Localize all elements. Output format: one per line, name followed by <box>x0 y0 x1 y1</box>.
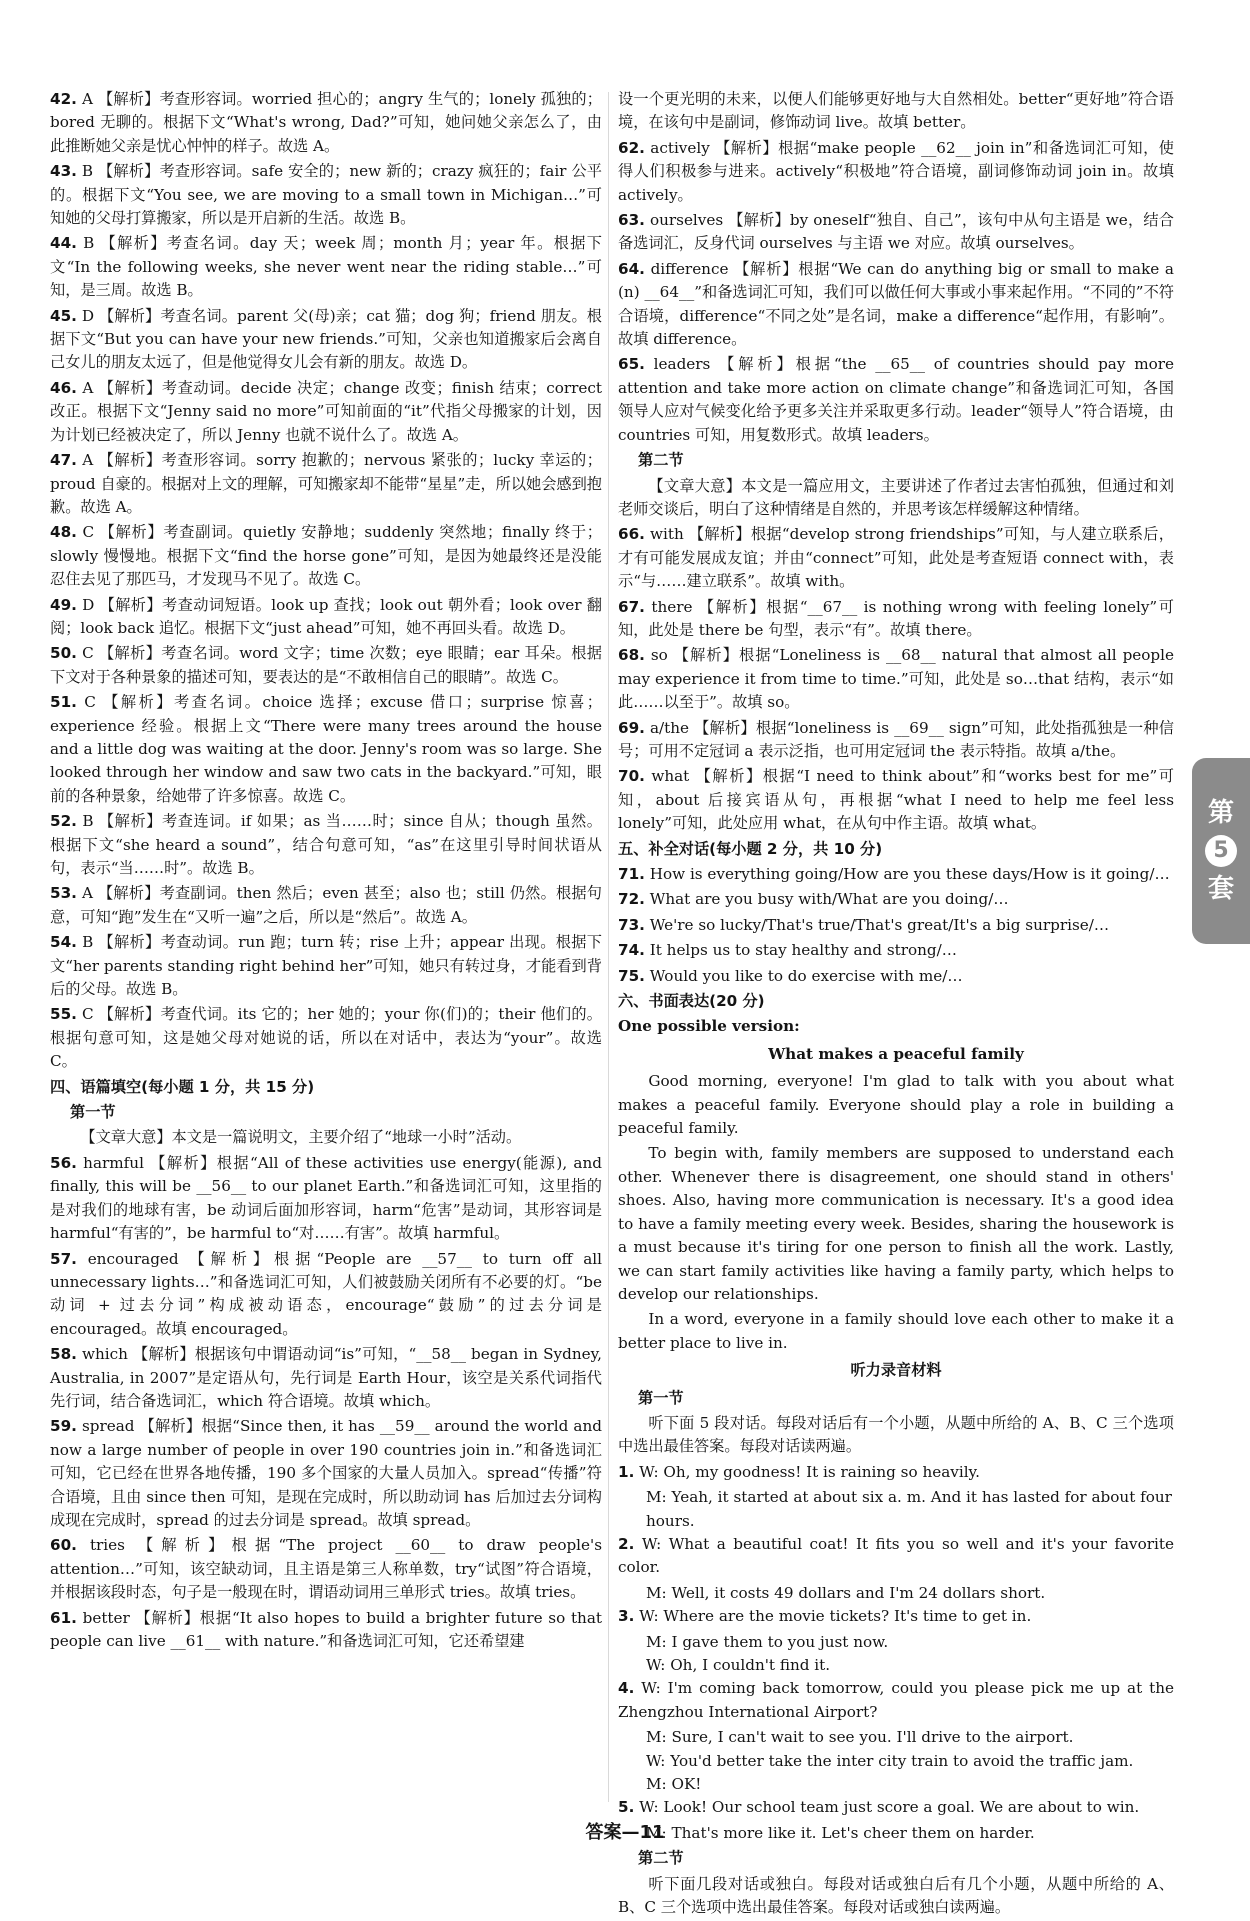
item-text: A 【解析】考查副词。then 然后；even 甚至；also 也；still 仍然。根据句意，可知“跑”发生在“又听一遍”之后，所以是“然后”。故选 A。 <box>50 884 602 926</box>
item-number: 61. <box>50 1608 77 1627</box>
item-number: 42. <box>50 90 77 108</box>
item-text: What are you busy with/What are you doing/… <box>644 890 1009 909</box>
right-paragraph <box>618 1142 1174 1306</box>
item-number: 44. <box>50 234 77 253</box>
left-paragraph <box>50 1126 602 1149</box>
item-number: 71. <box>618 865 645 883</box>
item-number: 50. <box>50 644 77 663</box>
column-divider <box>608 92 609 1802</box>
item-text: M: Well, it costs 49 dollars and I'm 24 dollars short. <box>646 1583 1046 1602</box>
item-number: 62. <box>618 138 645 157</box>
item-number: 69. <box>618 718 645 737</box>
right-paragraph <box>618 1359 1174 1382</box>
item-text: 第二节 <box>638 451 684 470</box>
right-paragraph <box>618 914 1174 937</box>
item-text: 听力录音材料 <box>850 1361 942 1380</box>
right-paragraph <box>618 1461 1174 1484</box>
item-text: ourselves 【解析】by oneself“独自、自己”，该句中从句主语是 we，结合备选词汇，反身代词 ourselves 与主语 we 对应。故填 ourselves。 <box>618 211 1174 253</box>
item-text: harmful 【解析】根据“All of these activities use energy(能源), and finally, this will be __56__ to our planet Earth.”和备选词汇可知，这里指的是对我们的地球有害，be 动词后面加形容词，harm“危害”是动词，其形容词是 harmful“有害的”，be harmful to“对……有害”。故填 harmful。 <box>50 1153 602 1243</box>
left-paragraph <box>50 594 602 641</box>
item-number: 43. <box>50 162 77 181</box>
left-paragraph <box>50 232 602 302</box>
item-text: B 【解析】考查形容词。safe 安全的；new 新的；crazy 疯狂的；fair 公平的。根据下文“You see, we are moving to a small town in Michigan…”可知她的父母打算搬家，所以是开启新的生活。故选 B。 <box>50 162 602 228</box>
set-tab-bottom: 套 <box>1207 874 1234 904</box>
left-paragraph <box>50 1534 602 1604</box>
left-paragraph <box>50 377 602 447</box>
right-paragraph <box>618 1043 1174 1066</box>
item-text: It helps us to stay healthy and strong/… <box>644 941 957 960</box>
item-number: 70. <box>618 767 645 786</box>
right-paragraph <box>638 1847 1174 1870</box>
set-tab-top: 第 <box>1207 798 1234 828</box>
left-paragraph <box>50 882 602 929</box>
item-number: 3. <box>618 1607 635 1626</box>
item-text: A 【解析】考查动词。decide 决定；change 改变；finish 结束；correct 改正。根据下文“Jenny said no more”可知前面的“it”代指父母搬家的计划，因为计划已经被决定了，所以 Jenny 也就不说什么了。故选 A。 <box>50 378 602 444</box>
right-paragraph <box>618 137 1174 207</box>
item-text: 四、语篇填空(每小题 1 分，共 15 分) <box>50 1077 315 1096</box>
item-text: 【文章大意】本文是一篇应用文，主要讲述了作者过去害怕孤独，但通过和刘老师交谈后，明白了这种情绪是自然的，并思考该怎样缓解这种情绪。 <box>618 476 1174 518</box>
right-column <box>618 88 1174 1921</box>
right-paragraph <box>618 1750 1174 1773</box>
left-paragraph <box>50 88 602 158</box>
right-paragraph <box>618 1308 1174 1355</box>
item-number: 47. <box>50 451 77 470</box>
item-text: tries 【解析】根据“The project __60__ to draw people's attention…”可知，该空缺动词，且主语是第三人称单数，try“试图”符合语境，并根据该段时态，句子是一般现在时，谓语动词用三单形式 tries。故填 tries。 <box>50 1536 602 1602</box>
item-text: leaders 【解析】根据“the __65__ of countries should pay more attention and take more action on climate change”和备选词汇可知，各国领导人应对气候变化给予更多关注并采取更多行动。leader“领导人”符合语境，由 countries 可知，用复数形式。故填 leaders。 <box>618 355 1174 444</box>
left-paragraph <box>50 1152 602 1246</box>
left-paragraph <box>50 160 602 230</box>
left-paragraph <box>50 1343 602 1413</box>
left-paragraph <box>50 642 602 689</box>
item-text: Good morning, everyone! I'm glad to talk with you about what makes a peaceful family. Everyone should play a role in building a peaceful family. <box>618 1072 1174 1138</box>
item-text: W: Oh, I couldn't find it. <box>646 1656 831 1674</box>
right-paragraph <box>618 990 1174 1013</box>
left-paragraph <box>50 691 602 808</box>
left-paragraph <box>50 810 602 880</box>
item-text: One possible version: <box>618 1017 800 1036</box>
item-text: D 【解析】考查动词短语。look up 查找；look out 朝外看；look over 翻阅；look back 追忆。根据下文“just ahead”可知，她不再回头看。故选 D。 <box>50 595 602 637</box>
item-text: A 【解析】考查形容词。sorry 抱歉的；nervous 紧张的；lucky 幸运的；proud 自豪的。根据对上文的理解，可知搬家却不能带“星星”走，所以她会感到抱歉。故选 A。 <box>50 451 602 516</box>
right-paragraph <box>618 1605 1174 1628</box>
right-paragraph <box>618 258 1174 352</box>
right-paragraph <box>618 1533 1174 1580</box>
item-number: 63. <box>618 211 645 230</box>
right-paragraph <box>618 475 1174 522</box>
right-paragraph <box>618 1654 1174 1677</box>
item-number: 74. <box>618 941 645 960</box>
item-text: M: Sure, I can't wait to see you. I'll drive to the airport. <box>646 1728 1074 1747</box>
item-number: 75. <box>618 966 645 985</box>
item-number: 73. <box>618 915 645 934</box>
item-text: In a word, everyone in a family should love each other to make it a better place to live in. <box>618 1310 1174 1352</box>
item-number: 2. <box>618 1534 635 1553</box>
page-footer: 答案—11 <box>585 1822 665 1843</box>
item-text: W: Oh, my goodness! It is raining so heavily. <box>634 1462 980 1481</box>
item-text: C 【解析】考查名词。choice 选择；excuse 借口；surprise 惊喜；experience 经验。根据上文“There were many trees around the house and a little dog was waiting at the door. Jenny's room was so large. She looked through her window and saw two cats in the backyard.”可知，眼前的各种景象，给她带了许多惊喜。故选 C。 <box>50 693 602 805</box>
item-text: Would you like to do exercise with me/… <box>644 966 963 985</box>
item-text: How is everything going/How are you these days/How is it going/… <box>644 865 1170 883</box>
item-text: 六、书面表达(20 分) <box>618 992 765 1011</box>
right-paragraph <box>618 1677 1174 1724</box>
item-number: 59. <box>50 1417 77 1436</box>
right-paragraph <box>618 1412 1174 1459</box>
item-text: W: Where are the movie tickets? It's time to get in. <box>634 1607 1032 1626</box>
item-number: 65. <box>618 355 645 374</box>
item-text: M: OK! <box>646 1775 702 1794</box>
item-text: 听下面几段对话或独白。每段对话或独白后有几个小题，从题中所给的 A、B、C 三个选项中选出最佳答案。每段对话或独白读两遍。 <box>618 1874 1174 1917</box>
left-paragraph <box>50 1415 602 1532</box>
item-text: M: That's more like it. Let's cheer them on harder. <box>646 1823 1035 1842</box>
item-number: 68. <box>618 646 645 665</box>
right-paragraph <box>618 888 1174 911</box>
item-text: actively 【解析】根据“make people __62__ join in”和备选词汇可知，使得人们积极参与进来。actively“积极地”符合语境，副词修饰动词 join in。故填 actively。 <box>618 138 1174 204</box>
item-number: 54. <box>50 933 77 952</box>
right-paragraph <box>618 209 1174 256</box>
item-number: 66. <box>618 525 645 544</box>
item-text: D 【解析】考查名词。parent 父(母)亲；cat 猫；dog 狗；friend 朋友。根据下文“But you can have your new friends.”可知，父亲也知道搬家后会离自己女儿的朋友太远了，但是他觉得女儿会有新的朋友。故选 D。 <box>50 306 602 372</box>
item-text: We're so lucky/That's true/That's great/It's a big surprise/… <box>644 915 1110 934</box>
item-text: C 【解析】考查副词。quietly 安静地；suddenly 突然地；finally 终于；slowly 慢慢地。根据下文“find the horse gone”可知，是因为她最终还是没能忍住去见了那匹马，才发现马不见了。故选 C。 <box>50 523 602 589</box>
item-number: 56. <box>50 1153 77 1172</box>
item-text: W: You'd better take the inter city train to avoid the traffic jam. <box>646 1751 1134 1770</box>
left-paragraph <box>50 1003 602 1073</box>
left-paragraph <box>50 305 602 375</box>
item-text: spread 【解析】根据“Since then, it has __59__ around the world and now a large number of people in over 190 countries join in.”和备选词汇可知，它已经在世界各地传播，190 多个国家的大量人员加入。spread“传播”符合语境，且由 since then 可知，是现在完成时，所以助动词 has 后加过去分词构成现在完成时，spread 的过去分词是 spread。故填 spread。 <box>50 1417 602 1529</box>
item-text: C 【解析】考查代词。its 它的；her 她的；your 你(们)的；their 他们的。根据句意可知，这是她父母对她说的话，所以在对话中，表达为“your”。故选 C。 <box>50 1005 602 1071</box>
item-text: B 【解析】考查动词。run 跑；turn 转；rise 上升；appear 出现。根据下文“her parents standing right behind her”可知，她只有转过身，才能看到背后的父母。故选 B。 <box>50 933 602 999</box>
right-paragraph <box>618 1796 1174 1819</box>
item-number: 52. <box>50 812 77 831</box>
item-number: 4. <box>618 1679 635 1698</box>
item-number: 57. <box>50 1249 77 1268</box>
left-paragraph <box>50 521 602 591</box>
item-text: 五、补全对话(每小题 2 分，共 10 分) <box>618 839 883 858</box>
item-text: 第一节 <box>70 1103 116 1122</box>
item-text: 【文章大意】本文是一篇说明文，主要介绍了“地球一小时”活动。 <box>80 1128 522 1147</box>
item-text: 第二节 <box>638 1849 684 1868</box>
right-paragraph <box>638 449 1174 472</box>
item-text: there 【解析】根据“__67__ is nothing wrong with feeling lonely”可知，此处是 there be 句型，表示“有”。故填 there。 <box>618 597 1174 639</box>
item-text: 设一个更光明的未来，以便人们能够更好地与大自然相处。better“更好地”符合语境，在该句中是副词，修饰动词 live。故填 better。 <box>618 90 1174 132</box>
right-paragraph <box>618 523 1174 593</box>
right-paragraph <box>618 717 1174 764</box>
left-paragraph <box>50 1076 602 1099</box>
set-tab-number: 5 <box>1205 835 1237 867</box>
right-paragraph <box>618 1582 1174 1605</box>
item-text: difference 【解析】根据“We can do anything big or small to make a (n) __64__”和备选词汇可知，我们可以做任何大事或小事来起作用。“不同的”不符合语境，difference“不同之处”是名词，make a difference“起作用，有影响”。故填 difference。 <box>618 259 1174 349</box>
item-number: 53. <box>50 884 77 903</box>
right-paragraph <box>618 965 1174 988</box>
left-column <box>50 88 602 1655</box>
item-number: 58. <box>50 1345 77 1364</box>
item-number: 49. <box>50 595 77 614</box>
item-number: 55. <box>50 1005 77 1024</box>
left-paragraph <box>50 1248 602 1342</box>
right-paragraph <box>618 1070 1174 1140</box>
item-text: What makes a peaceful family <box>768 1044 1024 1063</box>
right-paragraph <box>618 863 1174 886</box>
item-text: M: Yeah, it started at about six a. m. And it has lasted for about four hours. <box>646 1488 1172 1530</box>
item-text: B 【解析】考查名词。day 天；week 周；month 月；year 年。根据下文“In the following weeks, she never went near the riding stable…”可知，是三周。故选 B。 <box>50 234 602 300</box>
item-text: 第一节 <box>638 1388 684 1407</box>
left-paragraph <box>50 1607 602 1654</box>
right-paragraph <box>618 838 1174 861</box>
right-paragraph <box>618 644 1174 714</box>
item-text: W: What a beautiful coat! It fits you so well and it's your favorite color. <box>618 1534 1174 1577</box>
item-number: 1. <box>618 1462 635 1481</box>
item-text: which 【解析】根据该句中谓语动词“is”可知，“__58__ began in Sydney, Australia, in 2007”是定语从句，先行词是 Earth Hour，该空是关系代词指代先行词，结合备选词汇，which 符合语境。故填 which。 <box>50 1345 602 1410</box>
item-text: encouraged 【解析】根据“People are __57__ to turn off all unnecessary lights…”和备选词汇可知，人们被鼓励关闭所有不必要的灯。“be 动词 + 过去分词”构成被动语态，encourage“鼓励”的过去分词是 encouraged。故填 encouraged。 <box>50 1249 602 1338</box>
item-number: 72. <box>618 890 645 909</box>
item-number: 5. <box>618 1798 635 1817</box>
item-text: W: Look! Our school team just score a goal. We are about to win. <box>634 1798 1140 1817</box>
set-number-tab <box>1192 758 1250 944</box>
right-paragraph <box>618 939 1174 962</box>
right-paragraph <box>618 88 1174 135</box>
item-text: M: I gave them to you just now. <box>646 1632 889 1651</box>
item-text: what 【解析】根据“I need to think about”和“works best for me”可知，about 后接宾语从句，再根据“what I need to help me feel less lonely”可知，此处应用 what，在从句中作主语。故填 what。 <box>618 767 1174 833</box>
item-number: 46. <box>50 378 77 397</box>
item-number: 45. <box>50 306 77 325</box>
right-paragraph <box>638 1387 1174 1410</box>
item-number: 48. <box>50 523 77 542</box>
right-paragraph <box>618 596 1174 643</box>
right-paragraph <box>618 1631 1174 1654</box>
right-paragraph <box>618 1726 1174 1749</box>
left-paragraph <box>50 449 602 519</box>
item-text: C 【解析】考查名词。word 文字；time 次数；eye 眼睛；ear 耳朵。根据下文对于各种景象的描述可知，要表达的是“不敢相信自己的眼睛”。故选 C。 <box>50 644 602 686</box>
item-text: A 【解析】考查形容词。worried 担心的；angry 生气的；lonely 孤独的；bored 无聊的。根据下文“What's wrong, Dad?”可知，她问她父亲怎么了，由此推断她父亲是忧心忡忡的样子。故选 A。 <box>50 90 602 155</box>
item-text: so 【解析】根据“Loneliness is __68__ natural that almost all people may experience it from time to time.”可知，此处是 so…that 结构，表示“如此……以至于”。故填 so。 <box>618 646 1174 712</box>
item-text: 听下面 5 段对话。每段对话后有一个小题，从题中所给的 A、B、C 三个选项中选出最佳答案。每段对话读两遍。 <box>618 1413 1174 1456</box>
item-text: better 【解析】根据“It also hopes to build a brighter future so that people can live __61__ with nature.”和备选词汇可知，它还希望建 <box>50 1608 602 1650</box>
item-text: To begin with, family members are supposed to understand each other. Whenever there is disagreement, one should stand in others' shoes. Also, having more communication is necessary. It's a good idea to have a family meeting every week. Besides, sharing the housework is a must because it's tiring for one person to finish all the work. Lastly, we can start family activities like having a family party, which helps to develop our relationships. <box>618 1144 1174 1303</box>
right-paragraph <box>618 1486 1174 1533</box>
item-number: 60. <box>50 1536 77 1555</box>
left-paragraph <box>70 1101 602 1124</box>
item-number: 64. <box>618 259 645 278</box>
right-paragraph <box>618 1873 1174 1920</box>
right-paragraph <box>618 765 1174 835</box>
item-text: a/the 【解析】根据“loneliness is __69__ sign”可知，此处指孤独是一种信号；可用不定冠词 a 表示泛指，也可用定冠词 the 表示特指。故填 a/the。 <box>618 718 1174 760</box>
item-text: with 【解析】根据“develop strong friendships”可知，与人建立联系后，才有可能发展成友谊；并由“connect”可知，此处是考查短语 connect with，表示“与……建立联系”。故填 with。 <box>618 525 1174 591</box>
right-paragraph <box>618 1773 1174 1796</box>
left-paragraph <box>50 931 602 1001</box>
item-text: W: I'm coming back tomorrow, could you please pick me up at the Zhengzhou International Airport? <box>618 1679 1174 1721</box>
item-number: 51. <box>50 693 77 712</box>
right-paragraph <box>618 1015 1174 1038</box>
item-text: B 【解析】考查连词。if 如果；as 当……时；since 自从；though 虽然。根据下文“she heard a sound”，结合句意可知，“as”在这里引导时间状语从句，表示“当……时”。故选 B。 <box>50 812 602 877</box>
item-number: 67. <box>618 597 645 616</box>
right-paragraph <box>618 353 1174 447</box>
